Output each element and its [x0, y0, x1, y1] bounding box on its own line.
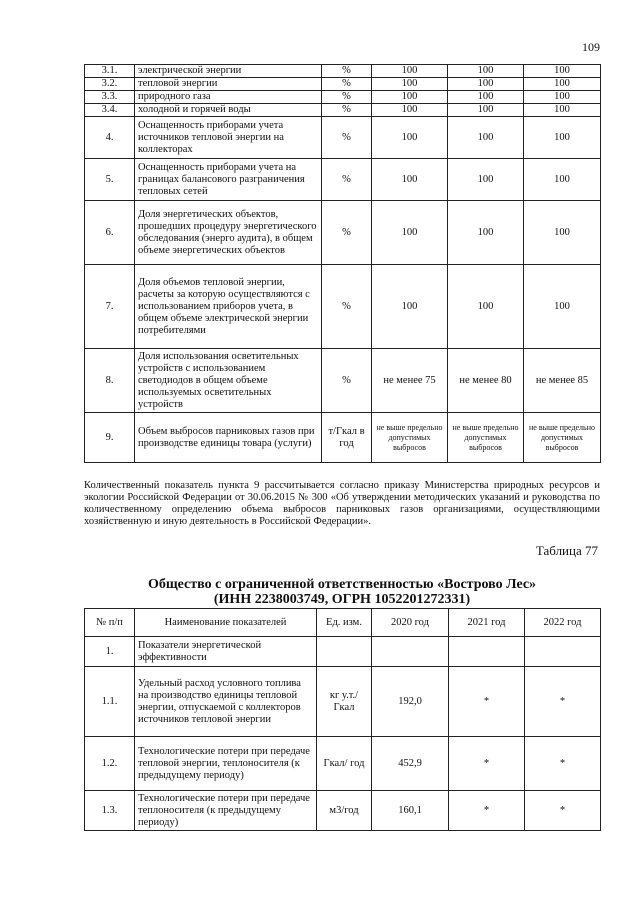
- unit: Гкал/ год: [317, 737, 372, 791]
- value-year-1: 100: [372, 104, 448, 117]
- row-number: 5.: [85, 159, 135, 201]
- row-number: 1.: [85, 637, 135, 667]
- value-2021: *: [449, 737, 525, 791]
- value-year-3: 100: [524, 117, 601, 159]
- table-row: [85, 349, 601, 413]
- value-year-1: 100: [372, 65, 448, 78]
- indicator-name: тепловой энергии: [135, 78, 322, 91]
- row-number: 3.2.: [85, 78, 135, 91]
- indicator-name: Доля энергетических объектов, прошедших процедуру энергетического обследования (энерго аудита), в общем объеме энергетических объектов: [135, 201, 322, 265]
- value-year-3: 100: [524, 265, 601, 349]
- indicator-name: природного газа: [135, 91, 322, 104]
- row-number: 3.3.: [85, 91, 135, 104]
- indicator-name: Удельный расход условного топлива на производство единицы тепловой энергии, отпускаемой с коллекторов источников тепловой энергии: [135, 667, 317, 737]
- indicators-table-continued: [84, 64, 601, 463]
- table-row: [85, 265, 601, 349]
- table-row: [85, 159, 601, 201]
- value-year-3: 100: [524, 201, 601, 265]
- page-number: 109: [582, 40, 600, 54]
- value-year-3: не менее 85: [524, 349, 601, 413]
- indicator-name: Оснащенность приборами учета источников тепловой энергии на коллекторах: [135, 117, 322, 159]
- table-row: [85, 65, 601, 78]
- indicators-table: [84, 608, 601, 831]
- unit: т/Гкал в год: [322, 413, 372, 463]
- table-row: [85, 201, 601, 265]
- header-year-2022: 2022 год: [525, 609, 601, 637]
- value-year-1: 100: [372, 78, 448, 91]
- value-2022: *: [525, 791, 601, 831]
- indicator-name: Технологические потери при передаче тепловой энергии, теплоносителя (к предыдущему периоду): [135, 737, 317, 791]
- value-year-2: 100: [448, 91, 524, 104]
- unit: кг у.т./ Гкал: [317, 667, 372, 737]
- value-2020: 160,1: [372, 791, 449, 831]
- value-year-2: 100: [448, 265, 524, 349]
- header-unit: Ед. изм.: [317, 609, 372, 637]
- unit: %: [322, 117, 372, 159]
- value-year-1: 100: [372, 117, 448, 159]
- row-number: 9.: [85, 413, 135, 463]
- value-year-3: 100: [524, 104, 601, 117]
- value-2021: *: [449, 667, 525, 737]
- indicator-name: Оснащенность приборами учета на границах балансового разграничения тепловых сетей: [135, 159, 322, 201]
- value-year-2: 100: [448, 104, 524, 117]
- value-2020: 192,0: [372, 667, 449, 737]
- unit: %: [322, 201, 372, 265]
- indicator-name: Доля использования осветительных устройств с использованием светодиодов в общем объеме используемых осветительных устройств: [135, 349, 322, 413]
- indicator-name: Объем выбросов парниковых газов при производстве единицы товара (услуги): [135, 413, 322, 463]
- table-row: [85, 737, 601, 791]
- table-row: [85, 667, 601, 737]
- value-2021: *: [449, 791, 525, 831]
- value-year-3: 100: [524, 78, 601, 91]
- table-header-row: [85, 609, 601, 637]
- value-year-2: 100: [448, 117, 524, 159]
- company-name: Общество с ограниченной ответственностью «Вострово Лес»: [147, 577, 537, 592]
- row-number: 1.2.: [85, 737, 135, 791]
- value-year-1: 100: [372, 265, 448, 349]
- table-row: [85, 78, 601, 91]
- value-year-3: 100: [524, 91, 601, 104]
- value-2020: 452,9: [372, 737, 449, 791]
- value-2022: *: [525, 667, 601, 737]
- header-year-2021: 2021 год: [449, 609, 525, 637]
- row-number: 8.: [85, 349, 135, 413]
- value-year-3: 100: [524, 159, 601, 201]
- header-year-2020: 2020 год: [372, 609, 449, 637]
- table-label: Таблица 77: [535, 543, 598, 558]
- value-year-2: не выше предельно допустимых выбросов: [448, 413, 524, 463]
- value-2022: *: [525, 737, 601, 791]
- row-number: 6.: [85, 201, 135, 265]
- value-year-2: 100: [448, 78, 524, 91]
- table-row: [85, 117, 601, 159]
- unit: [317, 637, 372, 667]
- row-number: 7.: [85, 265, 135, 349]
- row-number: 1.3.: [85, 791, 135, 831]
- value-year-2: 100: [448, 159, 524, 201]
- unit: %: [322, 78, 372, 91]
- value-2020: [372, 637, 449, 667]
- unit: %: [322, 159, 372, 201]
- company-registration: (ИНН 2238003749, ОГРН 1052201272331): [213, 592, 471, 607]
- indicator-name: Показатели энергетической эффективности: [135, 637, 317, 667]
- unit: %: [322, 349, 372, 413]
- unit: %: [322, 91, 372, 104]
- value-year-2: 100: [448, 65, 524, 78]
- value-year-1: не менее 75: [372, 349, 448, 413]
- row-number: 3.4.: [85, 104, 135, 117]
- value-year-2: не менее 80: [448, 349, 524, 413]
- value-year-2: 100: [448, 201, 524, 265]
- row-number: 3.1.: [85, 65, 135, 78]
- indicator-name: Технологические потери при передаче теплоносителя (к предыдущему периоду): [135, 791, 317, 831]
- table-row: [85, 637, 601, 667]
- row-number: 4.: [85, 117, 135, 159]
- value-year-3: 100: [524, 65, 601, 78]
- unit: %: [322, 65, 372, 78]
- unit: %: [322, 104, 372, 117]
- footnote-text: Количественный показатель пункта 9 рассчитывается согласно приказу Министерства природных ресурсов и экологии Российской Федерации от 30.06.2015 № 300 «Об утверждении методических указаний и руководства по количественному определению объема выбросов парниковых газов организациями, осуществляющими хозяйственную и иную деятельность в Российской Федерации».: [84, 480, 600, 527]
- value-year-1: 100: [372, 91, 448, 104]
- indicator-name: холодной и горячей воды: [135, 104, 322, 117]
- value-2021: [449, 637, 525, 667]
- value-year-1: не выше предельно допустимых выбросов: [372, 413, 448, 463]
- indicator-name: электрической энергии: [135, 65, 322, 78]
- table-row: [85, 791, 601, 831]
- value-year-3: не выше предельно допустимых выбросов: [524, 413, 601, 463]
- header-number: № п/п: [85, 609, 135, 637]
- table-row: [85, 91, 601, 104]
- table-row: [85, 104, 601, 117]
- indicator-name: Доля объемов тепловой энергии, расчеты за которую осуществляются с использованием приборов учета, в общем объеме электрической энергии потребителями: [135, 265, 322, 349]
- unit: %: [322, 265, 372, 349]
- value-year-1: 100: [372, 159, 448, 201]
- value-year-1: 100: [372, 201, 448, 265]
- unit: м3/год: [317, 791, 372, 831]
- header-name: Наименование показателей: [135, 609, 317, 637]
- table-row: [85, 413, 601, 463]
- value-2022: [525, 637, 601, 667]
- row-number: 1.1.: [85, 667, 135, 737]
